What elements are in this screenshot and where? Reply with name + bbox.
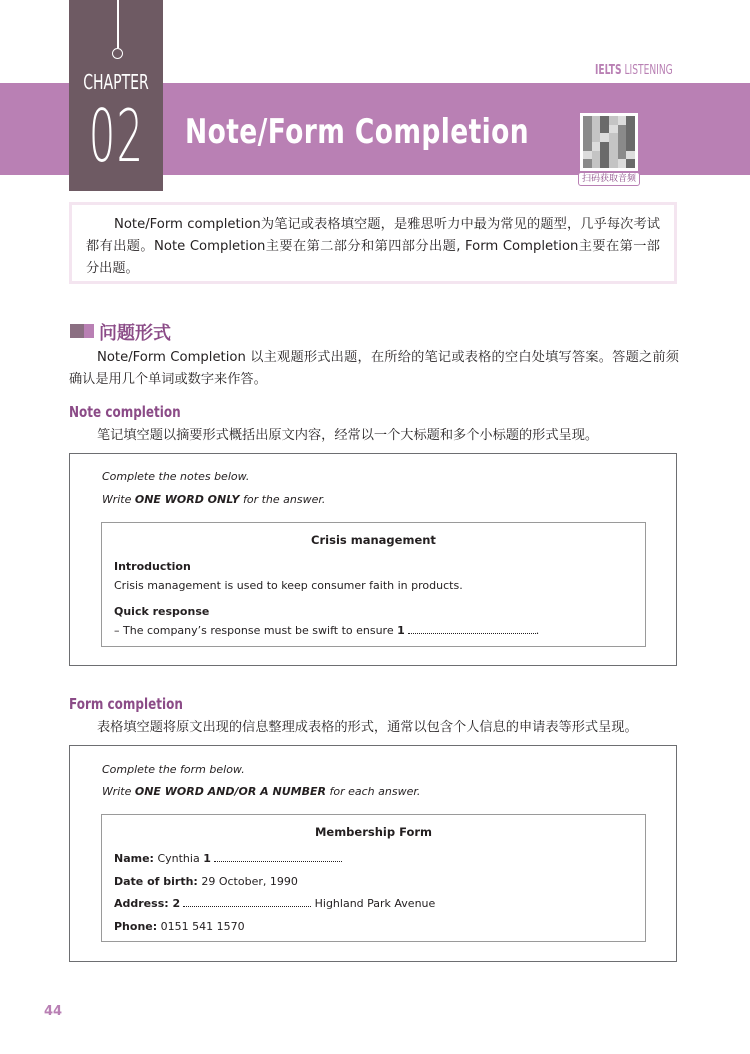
field-value: Highland Park Avenue <box>311 897 436 910</box>
note-instruction-1: Complete the notes below. <box>102 470 250 483</box>
blank-number: 1 <box>397 624 405 637</box>
instruction-text: for each answer. <box>325 785 421 798</box>
chapter-block <box>69 0 163 191</box>
line-text: – The company’s response must be swift to ensure <box>114 624 398 637</box>
form-panel <box>101 814 646 942</box>
section-paragraph: Note/Form Completion 以主观题形式出题，在所给的笔记或表格的空白处填写答案。答题之前须确认是用几个单词或数字来作答。 <box>69 350 679 387</box>
field-value: 0151 541 1570 <box>157 920 245 933</box>
instruction-emphasis: ONE WORD AND/OR A NUMBER <box>134 785 326 798</box>
field-label: Address: <box>114 897 169 910</box>
instruction-text: Write <box>102 493 135 506</box>
answer-blank[interactable] <box>214 852 342 862</box>
series-label-bold: IELTS <box>595 63 622 78</box>
chapter-number: 02 <box>88 94 145 178</box>
intro-box <box>69 202 677 284</box>
note-instruction-2 <box>102 493 325 506</box>
field-label: Date of birth: <box>114 875 198 888</box>
title-band-left <box>0 83 69 175</box>
form-row-address <box>114 897 435 910</box>
qr-code[interactable] <box>580 113 638 171</box>
answer-blank[interactable] <box>183 897 311 907</box>
field-label: Name: <box>114 852 154 865</box>
form-title: Membership Form <box>314 825 433 839</box>
notes-subheading <box>114 605 209 618</box>
form-instruction-2 <box>102 785 420 798</box>
blank-number: 2 <box>168 897 181 910</box>
notes-subheading <box>114 560 191 573</box>
hanger-line <box>117 0 119 48</box>
form-completion-heading: Form completion <box>69 695 183 713</box>
section-title: 问题形式 <box>99 323 171 344</box>
note-example-box <box>69 453 677 666</box>
page-number: 44 <box>44 1004 63 1019</box>
blank-number: 1 <box>203 852 211 865</box>
answer-blank[interactable] <box>408 624 536 634</box>
field-label: Phone: <box>114 920 158 933</box>
qr-code-icon <box>583 116 635 168</box>
notes-line <box>114 624 539 637</box>
subheading-text: Introduction <box>114 560 191 573</box>
hanger-ring-icon <box>112 48 123 59</box>
series-label <box>595 63 673 78</box>
instruction-emphasis: ONE WORD ONLY <box>134 493 240 506</box>
subheading-text: Quick response <box>114 605 210 618</box>
instruction-text: for the answer. <box>239 493 326 506</box>
line-text: . <box>535 624 540 637</box>
page-title: Note/Form Completion <box>185 112 530 152</box>
chapter-label: CHAPTER <box>83 70 149 94</box>
form-completion-description: 表格填空题将原文出现的信息整理成表格的形式，通常以包含个人信息的申请表等形式呈现。 <box>97 720 638 735</box>
qr-caption: 扫码获取音频 <box>578 172 640 186</box>
notes-title: Crisis management <box>311 533 436 547</box>
notes-panel <box>101 522 646 647</box>
heading-square-icon <box>84 324 94 338</box>
form-example-box <box>69 745 677 962</box>
series-label-rest: LISTENING <box>621 63 673 78</box>
intro-text: Note/Form completion为笔记或表格填空题，是雅思听力中最为常见的题型，几乎每次考试都有出题。Note Completion主要在第二部分和第四部分出题, Form Completion主要在第一部分出题。 <box>86 217 660 276</box>
form-row-phone <box>114 920 245 933</box>
field-value: 29 October, 1990 <box>197 875 298 888</box>
notes-line: Crisis management is used to keep consumer faith in products. <box>114 579 463 592</box>
heading-square-icon <box>70 324 84 338</box>
intro-inner <box>72 205 674 281</box>
field-value: Cynthia <box>153 852 204 865</box>
note-completion-description: 笔记填空题以摘要形式概括出原文内容，经常以一个大标题和多个小标题的形式呈现。 <box>97 428 599 443</box>
note-completion-heading: Note completion <box>69 403 181 421</box>
form-row-dob <box>114 875 298 888</box>
instruction-text: Write <box>102 785 135 798</box>
form-instruction-1: Complete the form below. <box>102 763 245 776</box>
form-row-name <box>114 852 342 865</box>
